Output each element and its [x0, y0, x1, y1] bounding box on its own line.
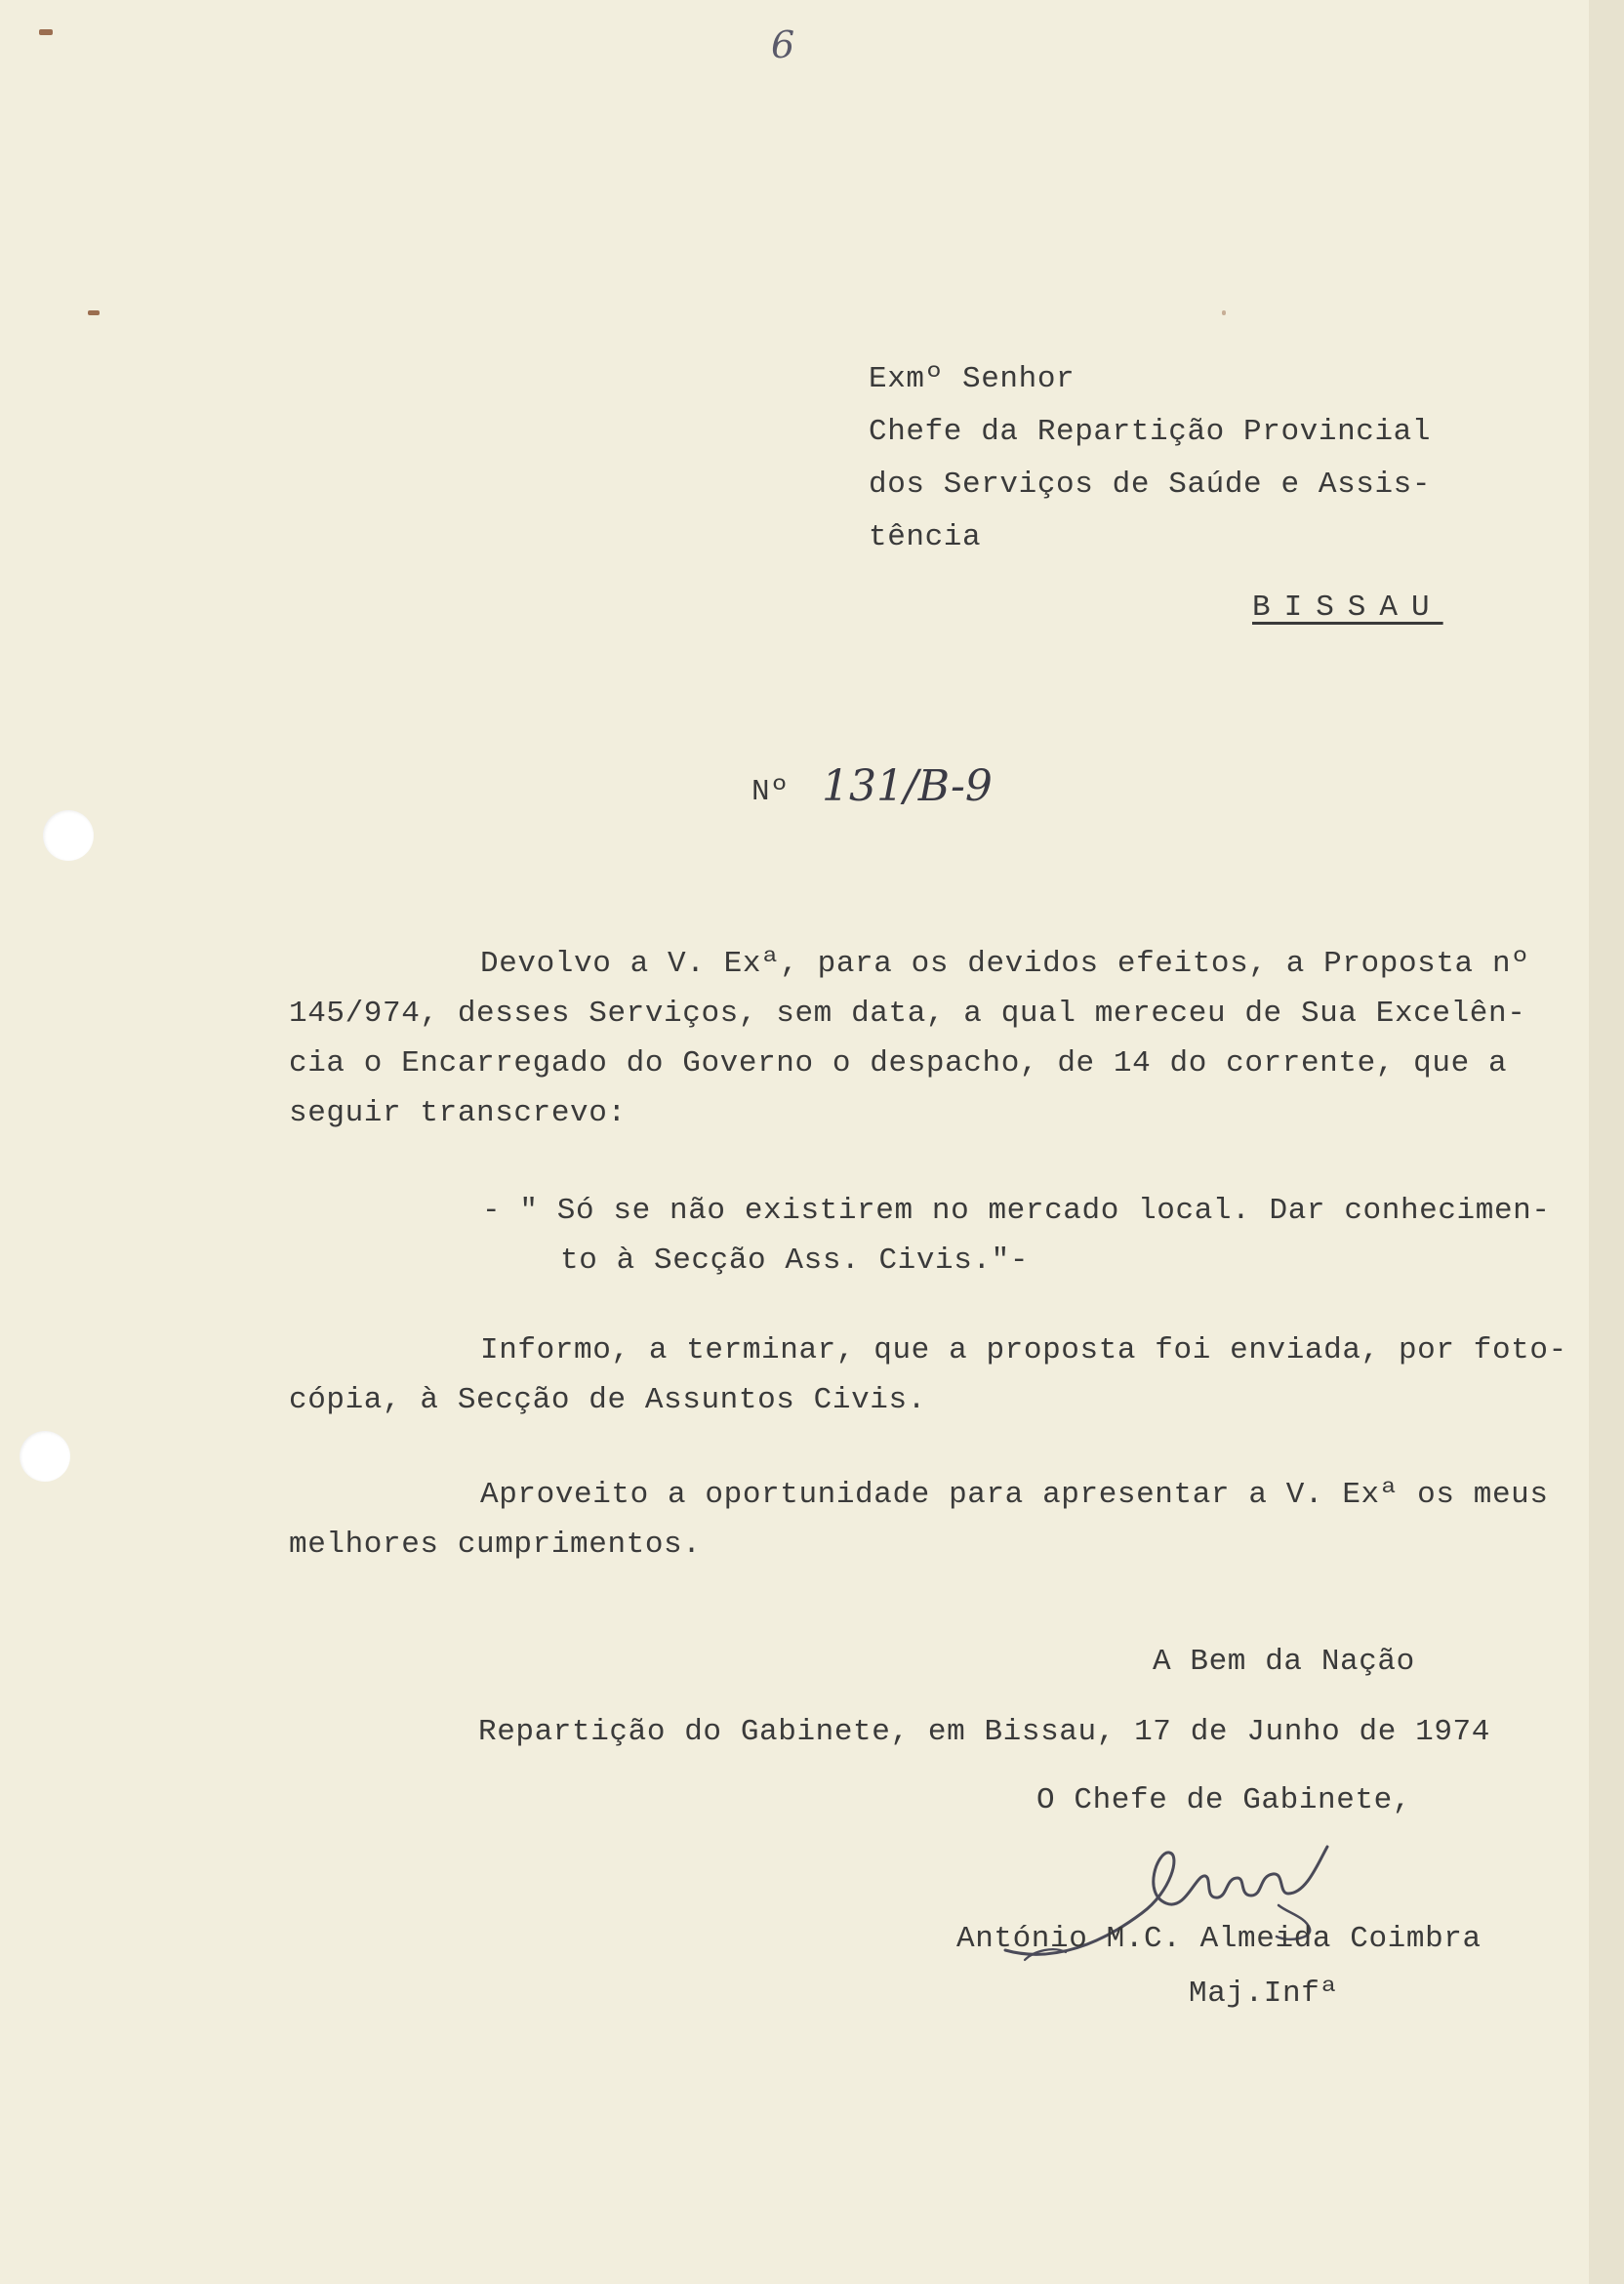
signer-rank: Maj.Infª: [1189, 1977, 1339, 2011]
paper-stain: [88, 310, 100, 315]
paper-stain: [39, 29, 53, 35]
reference-number: 131/B-9: [822, 761, 993, 811]
dispatch-quote: [482, 1186, 1624, 1285]
body-line: 145/974, desses Serviços, sem data, a qual mereceu de Sua Excelên-: [289, 997, 1526, 1031]
closing-motto: A Bem da Nação: [1153, 1645, 1415, 1679]
addressee-block: [869, 353, 1431, 564]
quote-line: - " Só se não existirem no mercado local. Dar conhecimen-: [482, 1194, 1551, 1228]
body-line: Devolvo a V. Exª, para os devidos efeitos, a Proposta nº: [480, 947, 1530, 981]
place-and-date: Repartição do Gabinete, em Bissau, 17 de Junho de 1974: [478, 1715, 1490, 1749]
body-line: cia o Encarregado do Governo o despacho, de 14 do corrente, que a: [289, 1046, 1508, 1081]
paper-edge-shade: [1589, 0, 1624, 2284]
paper-stain: [1222, 310, 1226, 315]
body-line: Informo, a terminar, que a proposta foi enviada, por foto-: [480, 1333, 1567, 1367]
signer-name: António M.C. Almeida Coimbra: [956, 1922, 1482, 1956]
body-paragraph-3: [289, 1470, 1597, 1570]
addressee-line: tência: [869, 520, 982, 554]
body-line: cópia, à Secção de Assuntos Civis.: [289, 1383, 926, 1417]
addressee-city: BISSAU: [1252, 591, 1443, 625]
page-number: 6: [771, 23, 795, 66]
body-line: seguir transcrevo:: [289, 1096, 627, 1130]
addressee-line: dos Serviços de Saúde e Assis-: [869, 468, 1432, 502]
body-paragraph-1: [289, 939, 1597, 1138]
reference-label: Nº: [751, 775, 790, 809]
body-line: melhores cumprimentos.: [289, 1528, 702, 1562]
punch-hole-top: [43, 810, 94, 861]
quote-line: to à Secção Ass. Civis."-: [560, 1244, 1030, 1278]
signer-role: O Chefe de Gabinete,: [1036, 1783, 1412, 1817]
punch-hole-bottom: [20, 1431, 70, 1482]
body-line: Aproveito a oportunidade para apresentar a V. Exª os meus: [480, 1478, 1549, 1512]
addressee-line: Exmº Senhor: [869, 362, 1076, 396]
body-paragraph-2: [289, 1326, 1597, 1425]
addressee-line: Chefe da Repartição Provincial: [869, 415, 1432, 449]
